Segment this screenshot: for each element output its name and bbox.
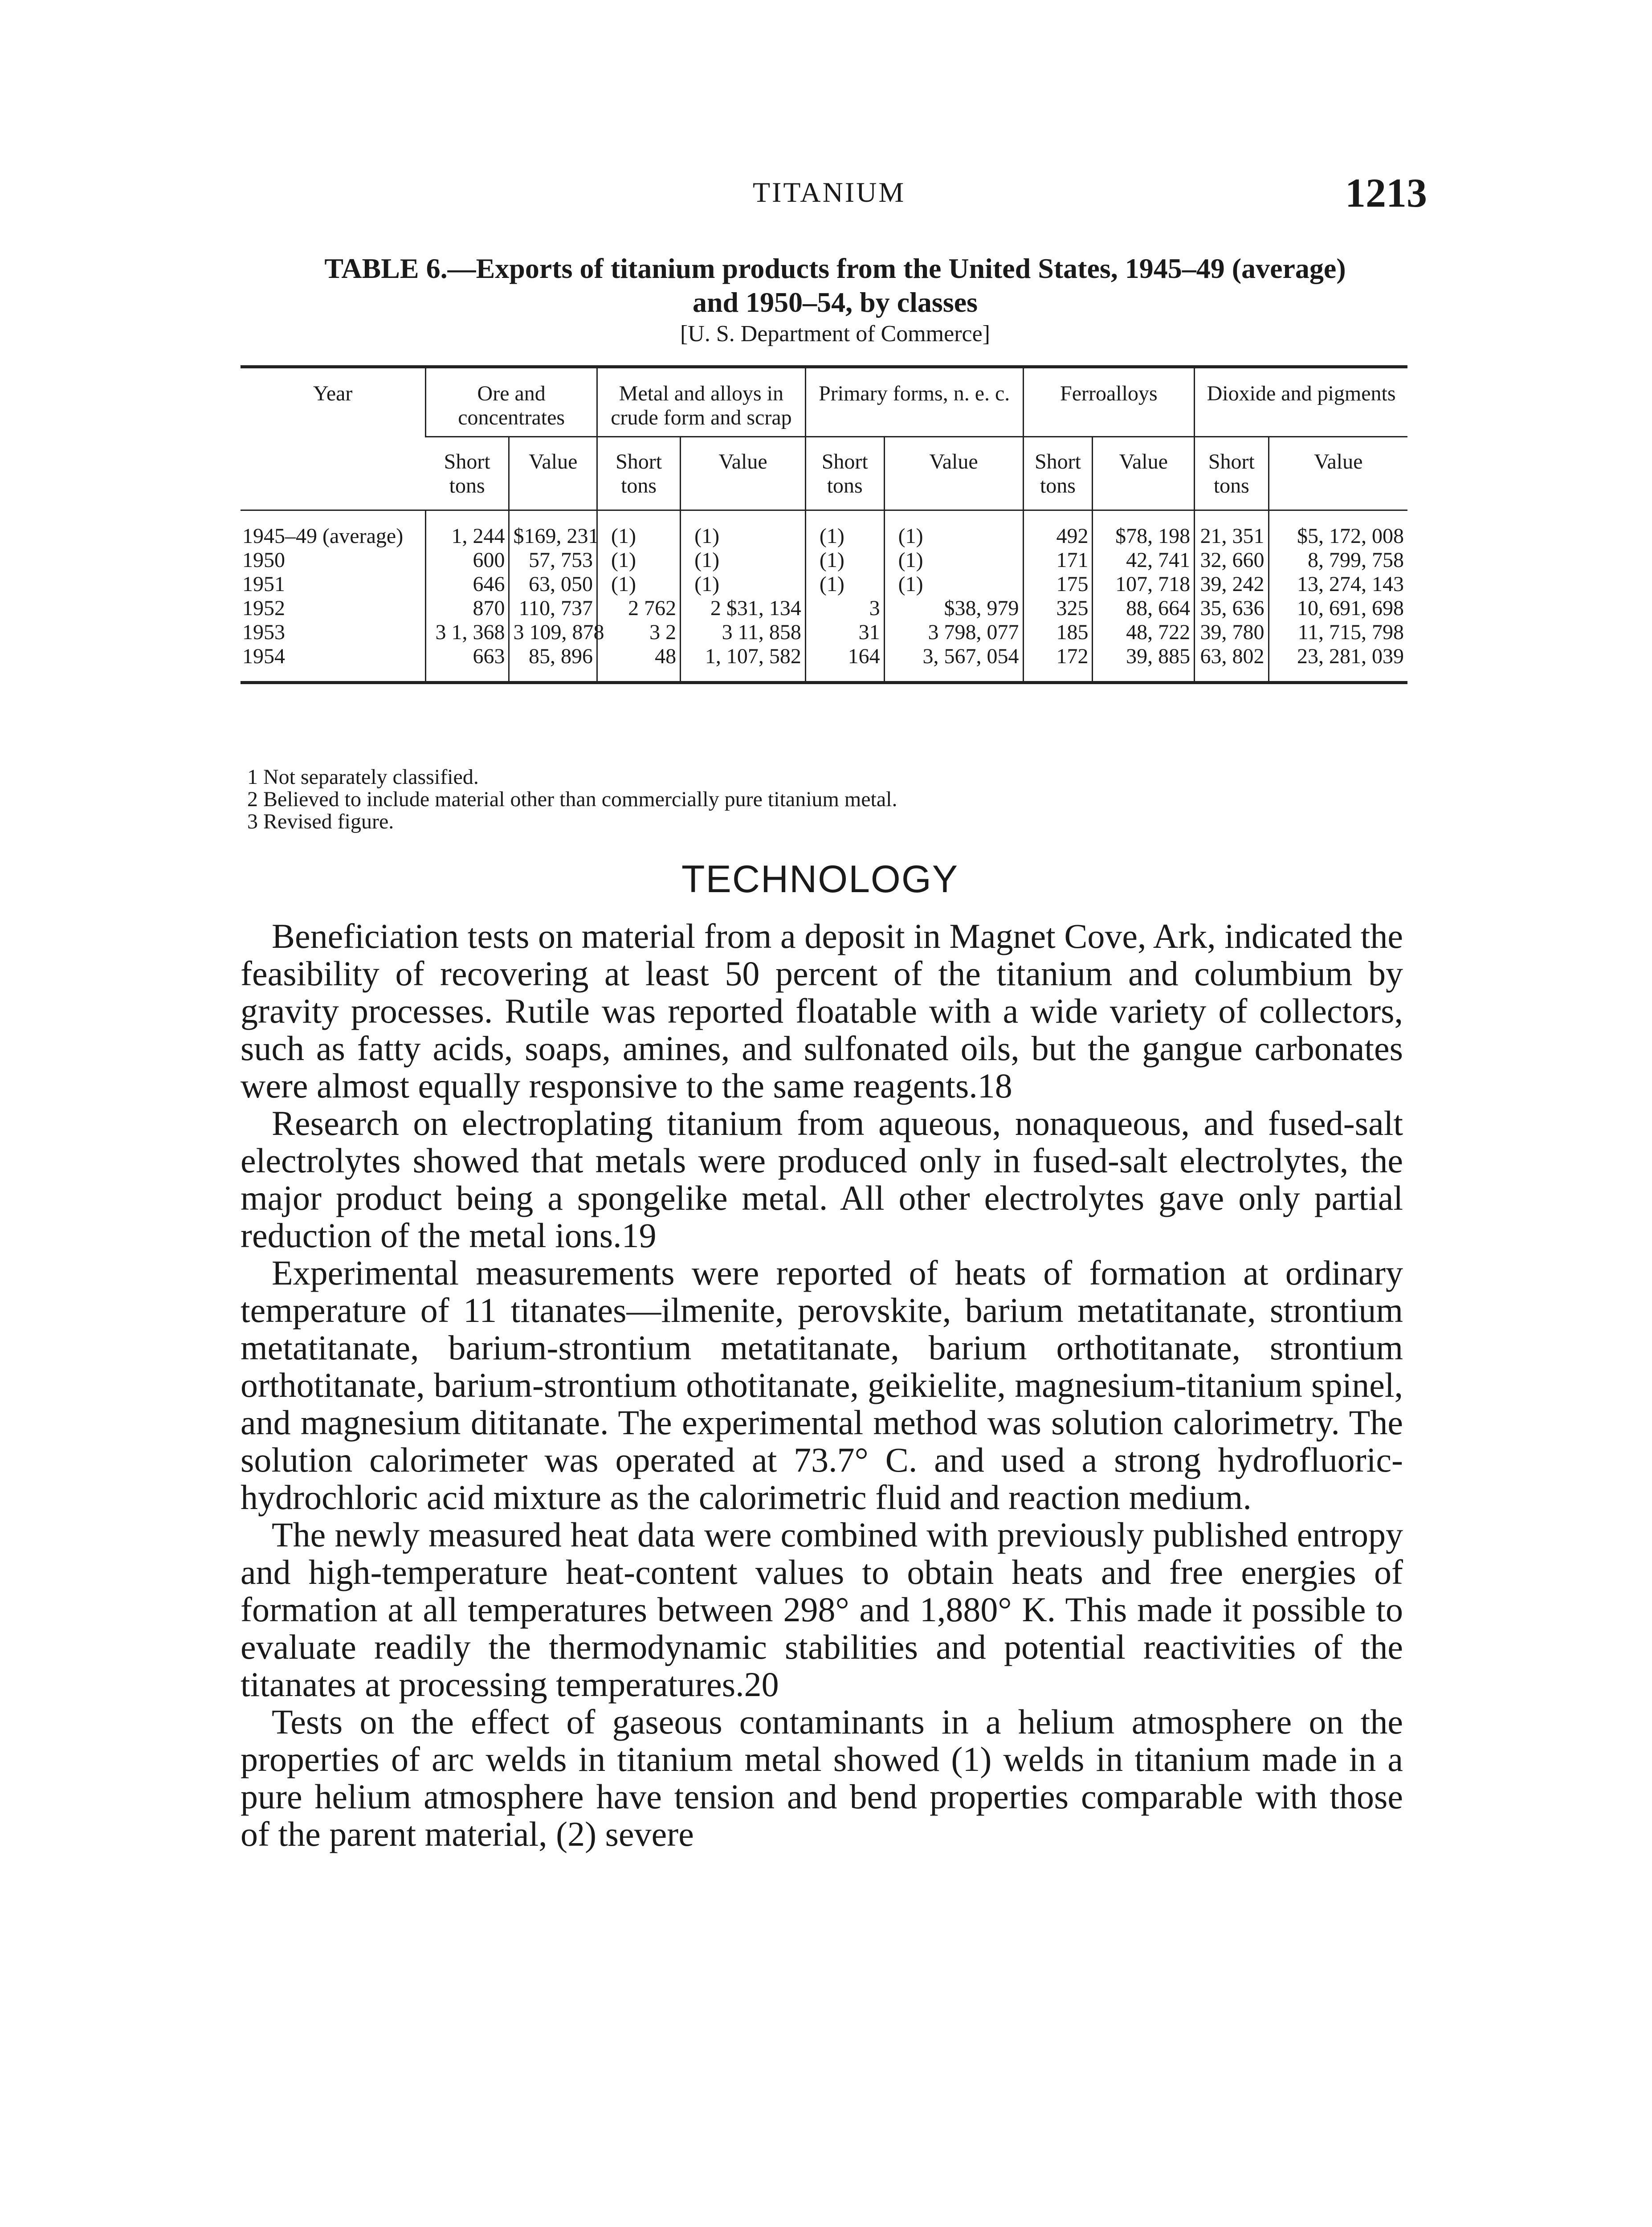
table-cell: 164 bbox=[805, 644, 884, 683]
table-cell: 3, 567, 054 bbox=[884, 644, 1023, 683]
table-cell: 63, 802 bbox=[1195, 644, 1269, 683]
column-header: Value bbox=[681, 437, 806, 510]
table-source: [U. S. Department of Commerce] bbox=[680, 321, 990, 347]
table-cell: 48 bbox=[597, 644, 681, 683]
section-title: TECHNOLOGY bbox=[681, 858, 959, 901]
year-cell: 1945–49 (average) bbox=[242, 524, 404, 548]
table-cell: (1) bbox=[805, 510, 884, 549]
table-cell: 23, 281, 039 bbox=[1269, 644, 1407, 683]
paragraph: The newly measured heat data were combined with previously published entropy and high-temperature heat-content values to obtain heats and free energies of formation at all temperatures between 298° and 1,880° K. This made it possible to evaluate readily the thermodynamic stabilities and potential reactivities of the titanates at processing temperatures.20 bbox=[241, 1515, 1403, 1704]
table-cell: 21, 351 bbox=[1195, 510, 1269, 549]
table-cell: 171 bbox=[1023, 548, 1093, 572]
table-note: 1 Not separately classified. bbox=[247, 765, 479, 789]
table-cell: 600 bbox=[426, 548, 509, 572]
table-cell: $78, 198 bbox=[1093, 510, 1195, 549]
table-cell: 39, 242 bbox=[1195, 572, 1269, 596]
table-cell: 110, 737 bbox=[509, 596, 597, 620]
table-cell: 8, 799, 758 bbox=[1269, 548, 1407, 572]
table-cell: 3 11, 858 bbox=[681, 620, 806, 644]
table-cell: 32, 660 bbox=[1195, 548, 1269, 572]
year-cell: 1954 bbox=[241, 644, 426, 683]
table-cell: 2 $31, 134 bbox=[681, 596, 806, 620]
year-cell: 1953 bbox=[242, 620, 285, 644]
table-notes bbox=[247, 766, 1405, 833]
table-row bbox=[241, 596, 1407, 620]
table-cell: 492 bbox=[1023, 510, 1093, 549]
group-header: Metal and alloys in crude form and scrap bbox=[597, 367, 806, 437]
table-cell: 325 bbox=[1023, 596, 1093, 620]
table-cell: (1) bbox=[884, 572, 1023, 596]
table-cell: 63, 050 bbox=[509, 572, 597, 596]
table-row bbox=[241, 572, 1407, 596]
table-cell: 870 bbox=[426, 596, 509, 620]
table-cell: 663 bbox=[426, 644, 509, 683]
table-cell: (1) bbox=[805, 572, 884, 596]
table-cell: 31 bbox=[805, 620, 884, 644]
table-cell: 35, 636 bbox=[1195, 596, 1269, 620]
table-cell: 646 bbox=[426, 572, 509, 596]
table-cell: 39, 885 bbox=[1093, 644, 1195, 683]
group-header: Primary forms, n. e. c. bbox=[805, 367, 1023, 437]
table-cell: $5, 172, 008 bbox=[1269, 510, 1407, 549]
table-cell: 3 1, 368 bbox=[426, 620, 509, 644]
paragraph: Experimental measurements were reported of heats of formation at ordinary temperature of 11 titanates—ilmenite, perovskite, barium metatitanate, strontium metatitanate, barium-strontium metatitanate, barium orthotitanate, strontium orthotitanate, barium-strontium othotitanate, geikielite, magnesium-titanium spinel, and magnesium dititanate. The experimental method was solution calorimetry. The solution calorimeter was operated at 73.7° C. and used a strong hydrofluoric-hydrochloric acid mixture as the calorimetric fluid and reaction medium. bbox=[241, 1253, 1403, 1517]
table-cell: 107, 718 bbox=[1093, 572, 1195, 596]
table-row bbox=[241, 620, 1407, 644]
table-cell: 3 798, 077 bbox=[884, 620, 1023, 644]
column-header: Value bbox=[1269, 437, 1407, 510]
table-cell: $169, 231 bbox=[509, 510, 597, 549]
table-cell: (1) bbox=[681, 548, 806, 572]
table-cell: (1) bbox=[597, 572, 681, 596]
table-row bbox=[241, 510, 1407, 549]
group-header: Ore and concentrates bbox=[426, 367, 597, 437]
column-header: Short tons bbox=[597, 437, 681, 510]
table-cell: 175 bbox=[1023, 572, 1093, 596]
table-cell: 3 109, 878 bbox=[509, 620, 597, 644]
column-header: Value bbox=[509, 437, 597, 510]
table-cell: 88, 664 bbox=[1093, 596, 1195, 620]
table-cell: (1) bbox=[805, 548, 884, 572]
paragraph: Research on electroplating titanium from aqueous, nonaqueous, and fused-salt electrolytes showed that metals were produced only in fused-salt electrolytes, the major product being a spongelike metal. All other electrolytes gave only partial reduction of the metal ions.19 bbox=[241, 1104, 1403, 1255]
table-note: 3 Revised figure. bbox=[247, 810, 394, 833]
table-cell: 3 bbox=[805, 596, 884, 620]
page-number: 1213 bbox=[1345, 170, 1427, 216]
table-cell: (1) bbox=[681, 510, 806, 549]
table-cell: $38, 979 bbox=[884, 596, 1023, 620]
column-header: Short tons bbox=[426, 437, 509, 510]
table-cell: (1) bbox=[681, 572, 806, 596]
table-cell: (1) bbox=[884, 510, 1023, 549]
column-header: Short tons bbox=[805, 437, 884, 510]
table-cell: 13, 274, 143 bbox=[1269, 572, 1407, 596]
table-cell: 10, 691, 698 bbox=[1269, 596, 1407, 620]
column-header: Short tons bbox=[1023, 437, 1093, 510]
paragraph: Tests on the effect of gaseous contaminants in a helium atmosphere on the properties of arc welds in titanium metal showed (1) welds in titanium made in a pure helium atmosphere have tension and bend properties comparable with those of the parent material, (2) severe bbox=[241, 1702, 1403, 1853]
table-cell: 2 762 bbox=[597, 596, 681, 620]
table-cell: (1) bbox=[884, 548, 1023, 572]
table-cell: 39, 780 bbox=[1195, 620, 1269, 644]
table-caption bbox=[249, 252, 1421, 319]
group-header: Ferroalloys bbox=[1023, 367, 1195, 437]
table-cell: 185 bbox=[1023, 620, 1093, 644]
table-cell: 1, 107, 582 bbox=[681, 644, 806, 683]
table-cell: 42, 741 bbox=[1093, 548, 1195, 572]
table-cell: 3 2 bbox=[597, 620, 681, 644]
running-head: TITANIUM bbox=[753, 176, 906, 208]
column-header: Short tons bbox=[1195, 437, 1269, 510]
year-cell: 1951 bbox=[242, 572, 285, 596]
year-cell: 1950 bbox=[242, 548, 285, 572]
table-cell: 57, 753 bbox=[509, 548, 597, 572]
group-header: Dioxide and pigments bbox=[1195, 367, 1407, 437]
table-note: 2 Believed to include material other than commercially pure titanium metal. bbox=[247, 787, 897, 811]
paragraph: Beneficiation tests on material from a deposit in Magnet Cove, Ark, indicated the feasibility of recovering at least 50 percent of the titanium and columbium by gravity processes. Rutile was reported floatable with a wide variety of collectors, such as fatty acids, soaps, amines, and sulfonated oils, but the gangue carbonates were almost equally responsive to the same reagents.18 bbox=[241, 917, 1403, 1105]
exports-table bbox=[241, 365, 1407, 684]
column-header: Value bbox=[884, 437, 1023, 510]
table-cell: 85, 896 bbox=[509, 644, 597, 683]
table-cell: 11, 715, 798 bbox=[1269, 620, 1407, 644]
year-cell: 1952 bbox=[242, 596, 285, 620]
table-caption-line: TABLE 6.—Exports of titanium products from the United States, 1945–49 (average) bbox=[324, 253, 1346, 284]
body-text bbox=[241, 918, 1403, 1853]
column-header: Value bbox=[1093, 437, 1195, 510]
year-header: Year bbox=[241, 367, 426, 510]
table-row bbox=[241, 548, 1407, 572]
table-cell: 172 bbox=[1023, 644, 1093, 683]
table-row bbox=[241, 644, 1407, 683]
table-cell: (1) bbox=[597, 510, 681, 549]
table-cell: (1) bbox=[597, 548, 681, 572]
table-cell: 1, 244 bbox=[426, 510, 509, 549]
table-cell: 48, 722 bbox=[1093, 620, 1195, 644]
table-caption-line: and 1950–54, by classes bbox=[692, 286, 978, 318]
